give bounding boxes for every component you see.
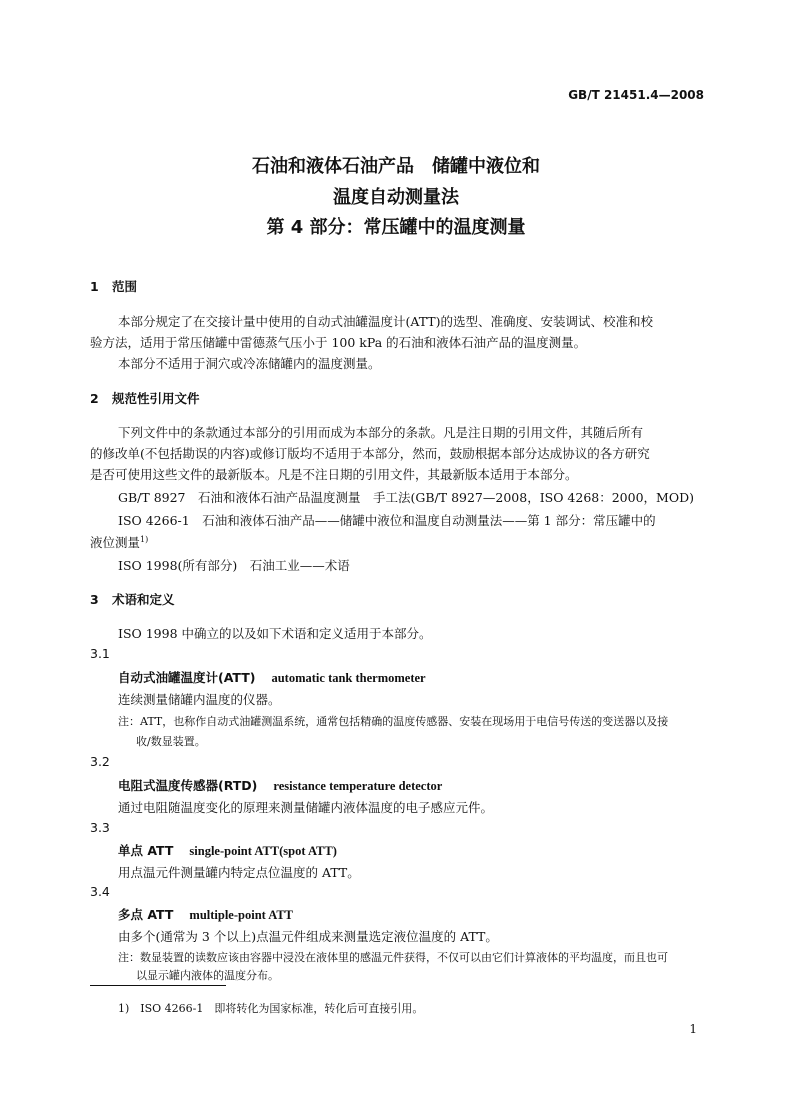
paragraph-line: ISO 1998 中确立的以及如下术语和定义适用于本部分。: [118, 626, 432, 641]
footnote-marker: 1): [140, 534, 149, 544]
term-chinese: 单点 ATT: [118, 843, 174, 858]
term-heading: [118, 776, 442, 794]
paragraph-line: 下列文件中的条款通过本部分的引用而成为本部分的条款。凡是注日期的引用文件，其随后所有: [118, 425, 644, 440]
reference-iso1998: ISO 1998(所有部分) 石油工业——术语: [118, 558, 350, 573]
term-chinese: 电阻式温度传感器(RTD): [118, 778, 258, 793]
document-title-line-2: 温度自动测量法: [333, 187, 459, 208]
section-title: 规范性引用文件: [112, 391, 200, 406]
term-english: resistance temperature detector: [273, 779, 443, 793]
term-note-cont: 以显示罐内液体的温度分布。: [136, 969, 279, 982]
term-english: automatic tank thermometer: [271, 671, 426, 685]
section-heading-terms: [90, 590, 175, 608]
term-number: 3.4: [90, 884, 110, 899]
footnote: 1) ISO 4266-1 即将转化为国家标准，转化后可直接引用。: [118, 1002, 424, 1015]
document-title-line-3: 第 4 部分：常压罐中的温度测量: [266, 217, 526, 238]
document-title-line-1: 石油和液体石油产品 储罐中液位和: [252, 156, 540, 177]
term-chinese: 自动式油罐温度计(ATT): [118, 670, 256, 685]
term-heading: [118, 668, 426, 686]
term-english: multiple-point ATT: [189, 908, 294, 922]
reference-gbt8927: GB/T 8927 石油和液体石油产品温度测量 手工法(GB/T 8927—2008，ISO 4268：2000，MOD): [118, 490, 694, 505]
term-definition: 由多个(通常为 3 个以上)点温元件组成来测量选定液位温度的 ATT。: [118, 929, 498, 944]
term-definition: 用点温元件测量罐内特定点位温度的 ATT。: [118, 865, 360, 880]
reference-iso4266-cont: [90, 533, 148, 551]
term-chinese: 多点 ATT: [118, 907, 174, 922]
term-note-cont: 收/数显装置。: [136, 735, 206, 748]
footnote-separator: [90, 985, 226, 986]
paragraph-line: 的修改单(不包括勘误的内容)或修订版均不适用于本部分，然而，鼓励根据本部分达成协议的各方研究: [90, 446, 650, 461]
reference-iso4266: ISO 4266-1 石油和液体石油产品——储罐中液位和温度自动测量法——第 1 部分：常压罐中的: [118, 513, 656, 528]
section-title: 范围: [112, 279, 138, 294]
paragraph-line: 本部分规定了在交接计量中使用的自动式油罐温度计(ATT)的选型、准确度、安装调试、校准和校: [118, 314, 654, 329]
section-number: 1: [90, 279, 99, 294]
term-definition: 通过电阻随温度变化的原理来测量储罐内液体温度的电子感应元件。: [118, 800, 494, 815]
term-heading: [118, 841, 337, 859]
reference-text: 液位测量: [90, 535, 141, 550]
term-definition: 连续测量储罐内温度的仪器。: [118, 692, 281, 707]
paragraph-line: 是否可使用这些文件的最新版本。凡是不注日期的引用文件，其最新版本适用于本部分。: [90, 467, 578, 482]
section-title: 术语和定义: [112, 592, 175, 607]
term-number: 3.1: [90, 646, 110, 661]
term-note: 注：ATT，也称作自动式油罐测温系统，通常包括精确的温度传感器、安装在现场用于电信号传送的变送器以及接: [118, 715, 669, 728]
section-heading-scope: [90, 277, 137, 295]
paragraph-line: 验方法，适用于常压储罐中雷德蒸气压小于 100 kPa 的石油和液体石油产品的温度测量。: [90, 335, 587, 350]
section-number: 2: [90, 391, 99, 406]
section-number: 3: [90, 592, 99, 607]
page-number: 1: [689, 1022, 697, 1036]
term-heading: [118, 905, 293, 923]
standard-number: GB/T 21451.4—2008: [568, 88, 704, 102]
term-number: 3.2: [90, 754, 110, 769]
term-note: 注：数显装置的读数应该由容器中浸没在液体里的感温元件获得，不仅可以由它们计算液体的平均温度，而且也可: [118, 951, 668, 964]
term-english: single-point ATT(spot ATT): [189, 844, 337, 858]
section-heading-normative-references: [90, 389, 200, 407]
paragraph-line: 本部分不适用于洞穴或冷冻储罐内的温度测量。: [118, 356, 381, 371]
term-number: 3.3: [90, 820, 110, 835]
